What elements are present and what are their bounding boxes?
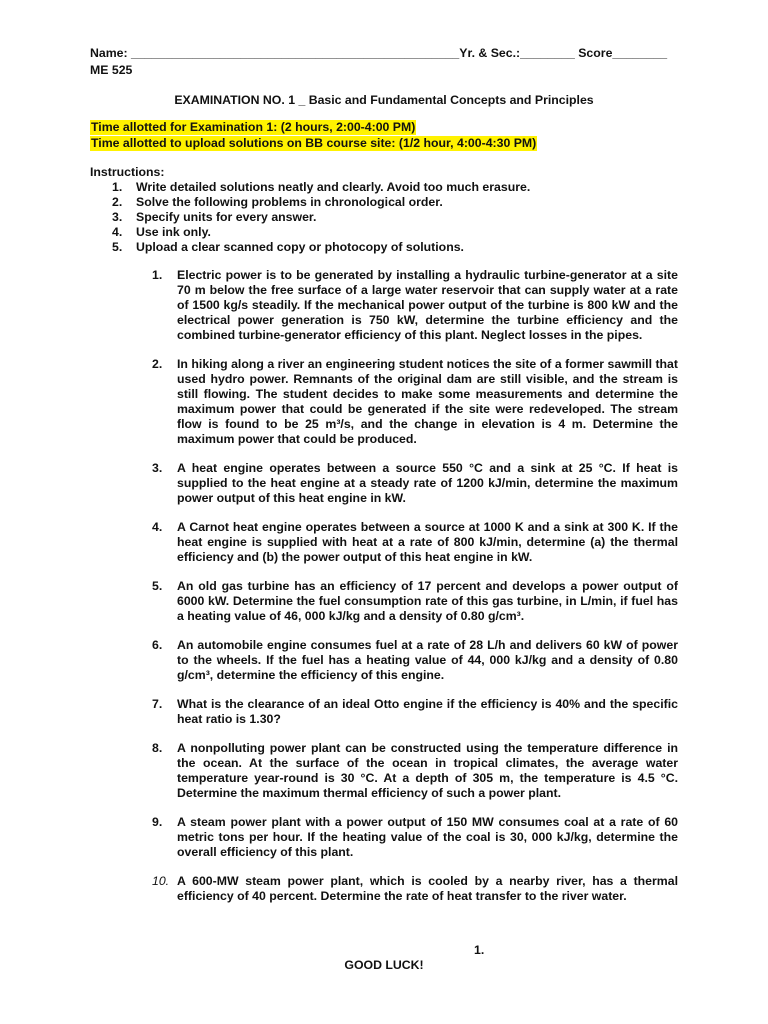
problem-text: A nonpolluting power plant can be constructed using the temperature difference in the ocean. At the surface of the ocean in tropical climates, the average water temperature year-round is 30 °C. At a depth of 305 m, the temperature is 4.5 °C. Determine the maximum thermal efficiency of such a power plant.: [177, 741, 678, 800]
instruction-item: [112, 210, 530, 225]
problem-number: 4.: [152, 520, 163, 534]
problem-text: A steam power plant with a power output of 150 MW consumes coal at a rate of 60 metric tons per hour. If the heating value of the coal is 30, 000 kJ/kg, determine the overall efficiency of this plant.: [177, 815, 678, 859]
problem-item: [152, 268, 678, 343]
instruction-item: [112, 225, 530, 240]
instruction-number: 5.: [112, 240, 123, 254]
page-number: 1.: [474, 943, 485, 957]
problem-number: 10.: [152, 874, 170, 888]
instruction-item: [112, 240, 530, 255]
closing-message: GOOD LUCK!: [344, 958, 424, 972]
problem-item: [152, 461, 678, 506]
upload-time-highlight: Time allotted to upload solutions on BB course site: (1/2 hour, 4:00-4:30 PM): [91, 136, 537, 150]
problem-item: [152, 815, 678, 860]
course-code: ME 525: [90, 63, 133, 77]
instruction-number: 2.: [112, 195, 123, 209]
instructions-list: [112, 180, 530, 255]
exam-time-highlight: Time allotted for Examination 1: (2 hours, 2:00-4:00 PM): [91, 120, 416, 134]
problem-item: [152, 579, 678, 624]
instruction-text: Solve the following problems in chronological order.: [136, 195, 443, 209]
problem-item: [152, 520, 678, 565]
problem-text: Electric power is to be generated by installing a hydraulic turbine-generator at a site 70 m below the free surface of a large water reservoir that can supply water at a rate of 1500 kg/s steadily. If the mechanical power output of the turbine is 800 kW and the electrical power generation is 750 kW, determine the turbine efficiency and the combined turbine-generator efficiency of this plant. Neglect losses in the pipes.: [177, 268, 678, 342]
problem-item: [152, 638, 678, 683]
problem-number: 5.: [152, 579, 163, 593]
problem-text: What is the clearance of an ideal Otto engine if the efficiency is 40% and the specific heat ratio is 1.30?: [177, 697, 678, 726]
problem-text: An old gas turbine has an efficiency of 17 percent and develops a power output of 6000 kW. Determine the fuel consumption rate of this gas turbine, in L/min, if fuel has a heating value of 46, 000 kJ/kg and a density of 0.80 g/cm³.: [177, 579, 678, 623]
problem-item: [152, 741, 678, 801]
instruction-text: Write detailed solutions neatly and clearly. Avoid too much erasure.: [136, 180, 531, 194]
exam-title: EXAMINATION NO. 1 _ Basic and Fundamental Concepts and Principles: [174, 93, 594, 107]
problem-item: [152, 697, 678, 727]
problem-number: 1.: [152, 268, 163, 282]
problem-text: A heat engine operates between a source 550 °C and a sink at 25 °C. If heat is supplied to the heat engine at a steady rate of 1200 kJ/min, determine the maximum power output of this heat engine in kW.: [177, 461, 678, 505]
instructions-heading: Instructions:: [90, 165, 165, 179]
instruction-number: 1.: [112, 180, 123, 194]
instruction-number: 4.: [112, 225, 123, 239]
name-section-score-line: Name: ________________________________________________Yr. & Sec.:________ Score________: [90, 46, 668, 60]
problem-number: 8.: [152, 741, 163, 755]
problem-number: 6.: [152, 638, 163, 652]
instruction-item: [112, 180, 530, 195]
problem-number: 7.: [152, 697, 163, 711]
instruction-text: Use ink only.: [136, 225, 211, 239]
problem-number: 2.: [152, 357, 163, 371]
instruction-item: [112, 195, 530, 210]
problem-list: [152, 268, 678, 918]
problem-text: A 600-MW steam power plant, which is cooled by a nearby river, has a thermal efficiency of 40 percent. Determine the rate of heat transfer to the river water.: [177, 874, 678, 903]
problem-item: [152, 357, 678, 447]
instruction-text: Specify units for every answer.: [136, 210, 317, 224]
problem-number: 3.: [152, 461, 163, 475]
instruction-text: Upload a clear scanned copy or photocopy of solutions.: [136, 240, 464, 254]
problem-item: [152, 874, 678, 904]
problem-text: An automobile engine consumes fuel at a rate of 28 L/h and delivers 60 kW of power to the wheels. If the fuel has a heating value of 44, 000 kJ/kg and a density of 0.80 g/cm³, determine the efficiency of this engine.: [177, 638, 678, 682]
problem-number: 9.: [152, 815, 163, 829]
problem-text: In hiking along a river an engineering student notices the site of a former sawmill that used hydro power. Remnants of the original dam are still visible, and the stream is still flowing. The student decides to make some measurements and determine the maximum power that could be generated if the site were redeveloped. The stream flow is found to be 25 m³/s, and the change in elevation is 4 m. Determine the maximum power that could be produced.: [177, 357, 678, 446]
problem-text: A Carnot heat engine operates between a source at 1000 K and a sink at 300 K. If the heat engine is supplied with heat at a rate of 800 kJ/min, determine (a) the thermal efficiency and (b) the power output of this heat engine in kW.: [177, 520, 678, 564]
instruction-number: 3.: [112, 210, 123, 224]
